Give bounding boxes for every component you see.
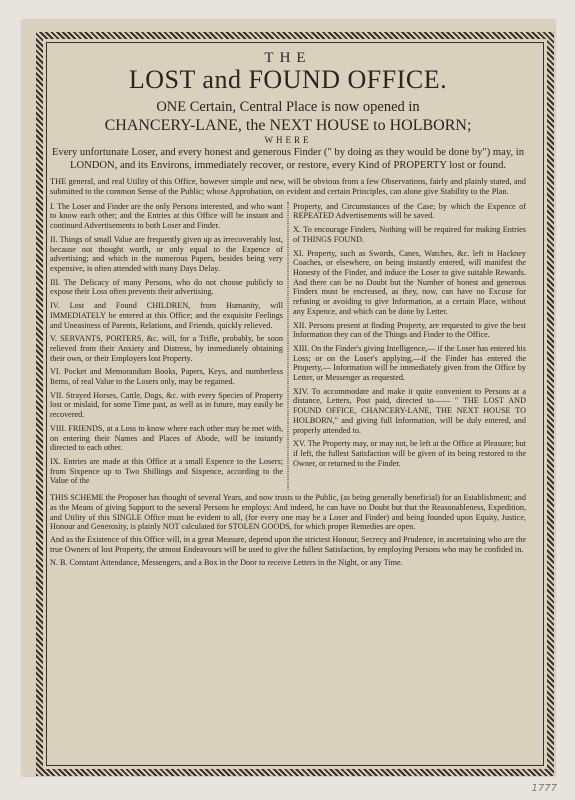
lead-paragraph: Every unfortunate Loser, and every honest and generous Finder (" by doing as they would be done by") may, in LONDON, and its Environs, immediately recover, or restore, every Kind of PROPERTY lost or found. bbox=[51, 147, 525, 172]
article-13: XIII. On the Finder's giving Intelligence,— if the Loser has entered his Loss; or on the Loser's applying,—if the Finder has entered the Property,— Information will be immediately given from the Office by Letter, or Messenger as requested. bbox=[293, 343, 526, 383]
article-12: XII. Persons present at finding Property, are requested to give the best Information they can of the Things and Finder to the Office. bbox=[293, 320, 526, 340]
closing-paragraph-2: And as the Existence of this Office will, in a great Measure, depend upon the strictest Honour, Secrecy and Prudence, in ascertaining who are the true Owners of lost Property, the utmost Endeavours will be used to give the fullest Satisfaction, by employing Persons who may be confided in. bbox=[50, 535, 526, 555]
right-column bbox=[293, 202, 526, 490]
article-5: V. SERVANTS, PORTERS, &c. will, for a Trifle, probably, be soon relieved from their Anxiety and Distress, by immediately obtaining their own, or their Employers lost Property. bbox=[50, 334, 283, 363]
article-15: XV. The Property may, or may not, be left at the Office at Pleasure; but if left, the fullest Satisfaction will be given of its being restored to the Owner, or returned to the Finder. bbox=[293, 439, 526, 468]
article-10: X. To encourage Finders, Nothing will be required for making Entries of THINGS FOUND. bbox=[293, 225, 526, 244]
where-label: WHERE bbox=[264, 134, 312, 145]
article-7: VII. Strayed Horses, Cattle, Dogs, &c. with every Species of Property lost or mislaid, for some Time past, as well as in future, may easily be recovered. bbox=[50, 390, 283, 420]
column-divider bbox=[288, 202, 289, 490]
broadside-sheet bbox=[22, 20, 555, 776]
intro-paragraph: THE general, and real Utility of this Office, however simple and new, will be obvious from a few Observations, fairly and plainly stated, and submitted to the common Sense of the Public; whose Approbation, on evident and certain Principles, can alone give Stability to the Plan. bbox=[50, 177, 526, 196]
closing-paragraph-1: THIS SCHEME the Proposer has thought of several Years, and now trusts to the Public, (as being generally beneficial) for an Establishment; and as the Means of giving Support to the several Persons he employs: And indeed, he can have no Doubt but that the Reasonableness, Expedition, and Utility of this SINGLE Office must be evident to all, (for every one may be a Loser and Finder) and being founded upon Equity, Justice, Honour and Generosity, is plainly NOT calculated for STOLEN GOODS, for which proper Remedies are open. bbox=[50, 493, 526, 532]
article-9-continued: Property, and Circumstances of the Case; by which the Expence of REPEATED Advertisements will be saved. bbox=[293, 201, 526, 221]
article-6: VI. Pocket and Memorandum Books, Papers, Keys, and numberless Items, of real Value to the Losers only, may be regained. bbox=[50, 367, 283, 387]
title-the: THE bbox=[264, 50, 312, 66]
broadside-content bbox=[50, 48, 526, 568]
handwritten-date: 1777 bbox=[531, 783, 557, 794]
article-4: IV. Lost and Found CHILDREN, from Humanity, will IMMEDIATELY be entered at this Office; and the exquisite Feelings and Uneasiness of Parents, Relations, and Friends, quickly relieved. bbox=[50, 301, 283, 330]
subtitle-line2: CHANCERY-LANE, the NEXT HOUSE to HOLBORN; bbox=[104, 116, 472, 134]
article-14: XIV. To accommodate and make it quite convenient to Persons at a distance, Letters, Post paid, directed to—— " THE LOST AND FOUND OFFICE, CHANCERY-LANE, THE NEXT HOUSE TO HOLBORN," and giving full Information, will be duly entered, and properly attended to. bbox=[293, 386, 526, 435]
closing-section bbox=[50, 493, 526, 568]
left-column bbox=[50, 202, 283, 490]
article-8: VIII. FRIENDS, at a Loss to know where each other may be met with, on entering their Names and Places of Abode, will be instantly directed to each other. bbox=[50, 423, 283, 453]
article-9: IX. Entries are made at this Office at a small Expence to the Losers; from Sixpence up to Two Shillings and Sixpence, according to the Value of the bbox=[50, 456, 283, 486]
article-11: XI. Property, such as Swords, Canes, Watches, &c. left in Hackney Coaches, or elsewhere, on being instantly entered, will manifest the Honesty of the Finder, and induce the Loser to give suitable Rewards. And there can be no Doubt but the Number of honest and generous Finders must be encreased, as they, now, can have no Excuse for refusing or avoiding to give Information, at a certain Place, without any Expence, and which can be done by Letter. bbox=[293, 248, 526, 316]
article-2: II. Things of small Value are frequently given up as irrecoverably lost, because not thought worth, or only equal to the Expence of advertising; and which in the numerous Papers, besides being very expensive, is often attended with many Days Delay. bbox=[50, 234, 283, 273]
article-3: III. The Delicacy of many Persons, who do not choose publicly to expose their Loss often prevents their advertising. bbox=[50, 277, 283, 297]
nota-bene: N. B. Constant Attendance, Messengers, and a Box in the Door to receive Letters in the Night, or any Time. bbox=[50, 557, 403, 567]
two-column-body bbox=[50, 202, 526, 490]
subtitle-line1: ONE Certain, Central Place is now opened in bbox=[156, 98, 420, 115]
article-1: I. The Loser and Finder are the only Persons interested, and who want to know each other; and the Entries at this Office will be instant and continued Advertisements to both Loser and Finder. bbox=[50, 201, 283, 231]
title-main: LOST and FOUND OFFICE. bbox=[128, 64, 448, 94]
